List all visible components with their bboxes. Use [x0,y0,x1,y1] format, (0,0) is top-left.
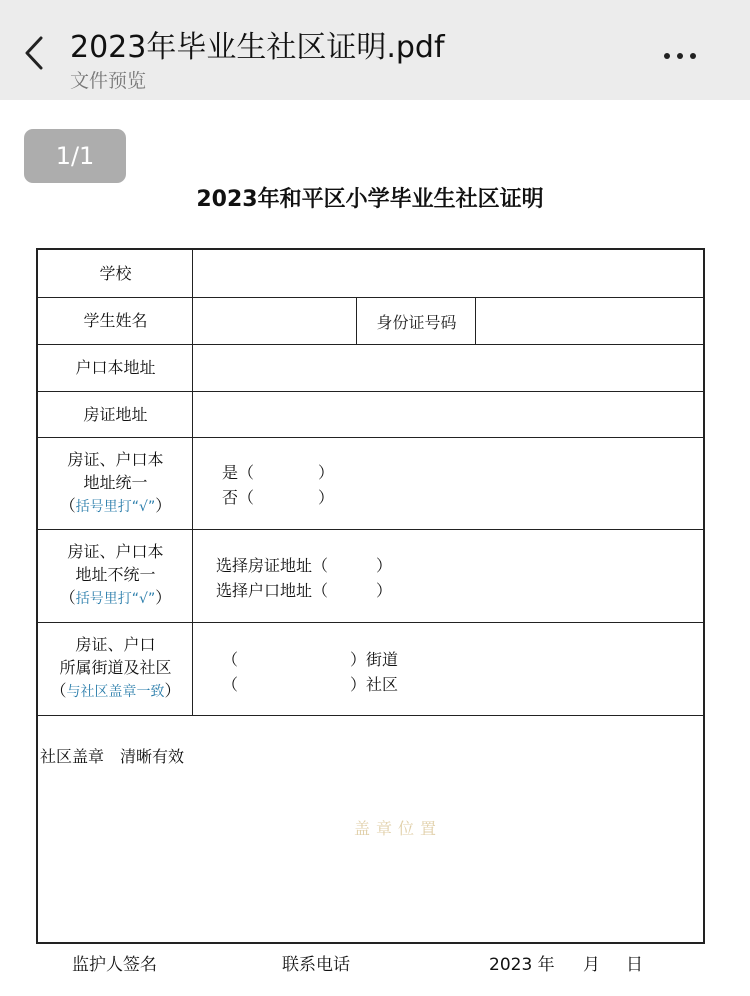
community-field[interactable]: （ ）社区 [222,675,399,694]
hint-paren: ） [155,495,172,515]
hint-paren: （ [50,681,67,700]
property-address-field[interactable] [198,396,698,432]
label-hint-line [50,679,180,704]
option-hukou-address[interactable]: 选择户口地址（ ） [216,581,393,600]
more-horizontal-icon [664,53,670,59]
label-line: 地址统一 [83,472,148,492]
more-horizontal-icon [690,53,696,59]
option-no[interactable]: 否（ ） [222,488,335,507]
guardian-signature-label: 监护人签名 [72,955,157,975]
id-number-field[interactable] [482,303,698,339]
stamp-note: 社区盖章 清晰有效 [40,747,185,766]
hint-paren: （ [59,495,76,515]
option-property-address[interactable]: 选择房证地址（ ） [216,556,393,575]
file-subtitle: 文件预览 [70,70,147,92]
document-title: 2023年和平区小学毕业生社区证明 [196,187,544,212]
label-id-number: 身份证号码 [376,313,457,332]
hukou-address-field[interactable] [198,350,698,386]
label-address-unified [38,437,193,529]
option-yes[interactable]: 是（ ） [222,463,335,482]
month-label: 月 [583,955,600,975]
phone-label: 联系电话 [282,955,350,975]
chevron-left-icon [23,35,45,71]
page-indicator: 1/1 [24,129,126,183]
label-line: 房证、户口 [75,635,156,654]
app-header [0,0,750,100]
stamp-position-hint: 盖章位置 [354,819,443,838]
hint-paren: ） [164,681,181,700]
hint-paren: （ [59,588,76,607]
hint-text: 与社区盖章一致 [66,684,165,700]
day-label: 日 [626,955,643,975]
certificate-form [36,248,705,944]
row-divider [38,715,703,716]
label-hint-line [60,494,171,519]
more-horizontal-icon [677,53,683,59]
more-button[interactable] [652,38,708,74]
label-student-name: 学生姓名 [83,311,148,330]
label-address-not-unified [38,529,193,622]
hint-text: 括号里打“√” [75,591,156,607]
label-property-address: 房证地址 [83,404,148,424]
label-street-community [38,622,193,715]
student-name-field[interactable] [198,303,348,339]
school-field[interactable] [198,256,698,292]
label-line: 房证、户口本 [67,542,164,561]
label-hukou-address: 户口本地址 [75,358,156,377]
file-title: 2023年毕业生社区证明.pdf [70,30,445,65]
year-label: 2023 年 [489,955,555,975]
hint-text: 括号里打“√” [75,498,156,515]
street-field[interactable]: （ ）街道 [222,650,399,669]
label-line: 所属街道及社区 [59,658,172,677]
hint-paren: ） [155,588,172,607]
label-hint-line [60,586,171,611]
back-button[interactable] [14,28,54,78]
label-line: 房证、户口本 [67,449,164,469]
label-school: 学校 [99,264,132,283]
label-line: 地址不统一 [75,565,156,584]
